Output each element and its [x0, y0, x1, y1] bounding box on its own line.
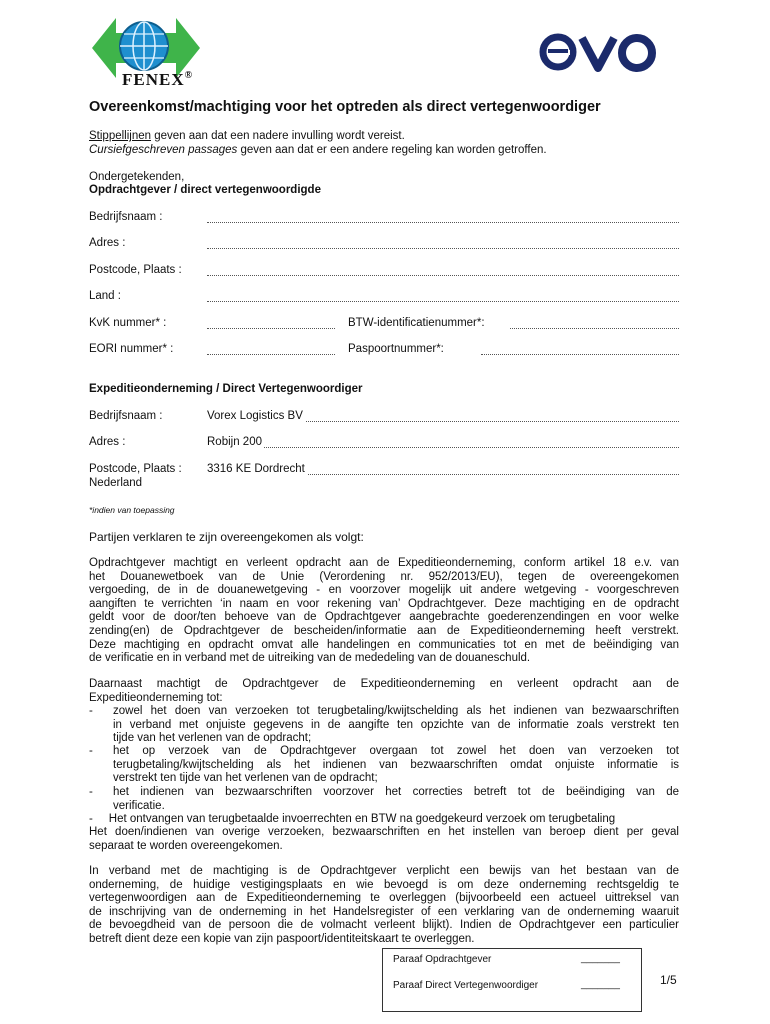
fenex-logo [92, 8, 242, 96]
principal-passport-field[interactable] [481, 354, 679, 355]
paragraph-4-line: de inschrijving van de onderneming in het Handelsregister of een verklaring van de onderneming waaruit [89, 905, 679, 918]
paragraph-3 [89, 826, 679, 853]
legend-underlined-word: Stippellijnen [89, 130, 152, 142]
bullet-line: terugbetaling/kwijtschelding als het indienen van bezwaarschriften omdat onjuiste informatie is [113, 758, 679, 771]
bullet-item-4: - Het ontvangen van terugbetaalde invoerrechten en BTW na goedgekeurd verzoek om terugbetaling [89, 813, 616, 825]
paragraph-3-line: separaat te worden overeengekomen. [89, 839, 283, 852]
paragraph-2-line: Expeditieonderneming tot: [89, 691, 223, 704]
forwarder-address-field[interactable] [207, 447, 679, 448]
principal-btw-label: BTW-identificatienummer*: [348, 317, 485, 329]
bullet-item [113, 705, 679, 746]
fenex-globe-icon [92, 8, 242, 78]
paragraph-3-line: Het doen/indienen van overige verzoeken, bezwaarschriften en het instellen van beroep dient per geval [89, 826, 679, 838]
bullet-line: verificatie. [113, 799, 165, 812]
principal-company-label: Bedrijfsnaam : [89, 211, 163, 223]
forwarder-postcode-label: Postcode, Plaats : [89, 463, 182, 475]
bullet-line: verstrekt ten tijde van het verlenen van de opdracht; [113, 772, 378, 785]
bullet-item [113, 786, 679, 813]
principal-address-label: Adres : [89, 237, 126, 249]
paragraph-1 [89, 557, 679, 666]
intro-text: Ondergetekenden, [89, 171, 185, 183]
principal-btw-field[interactable] [510, 328, 679, 329]
principal-company-field[interactable] [207, 222, 679, 223]
legend-italic-word: Cursiefgeschreven passages [89, 144, 238, 156]
forwarder-country-value: Nederland [89, 477, 143, 489]
forwarder-company-label: Bedrijfsnaam : [89, 410, 163, 422]
principal-postcode-label: Postcode, Plaats : [89, 264, 182, 276]
principal-eori-label: EORI nummer* : [89, 343, 174, 355]
legend-line-2 [89, 144, 547, 158]
fenex-wordmark: FENEX [122, 70, 185, 89]
forwarder-address-value: Robijn 200 [207, 436, 262, 448]
legend-line-2-text: geven aan dat er een andere regeling kan worden getroffen. [237, 144, 547, 156]
evo-logo [538, 30, 663, 80]
bullet-line: het op verzoek van de Opdrachtgever overgaan tot zowel het doen van verzoeken tot [113, 745, 679, 757]
forwarder-heading: Expeditieonderneming / Direct Vertegenwoordiger [89, 383, 363, 395]
initials-box [382, 948, 642, 1012]
paragraph-1-line: vergoeding, de in de douanewetgeving - en voorzover mogelijk uit andere wetgeving - voorgeschreven [89, 584, 679, 597]
initials-rep-label: Paraaf Direct Vertegenwoordiger [393, 980, 539, 991]
agreement-intro: Partijen verklaren te zijn overeengekomen als volgt: [89, 530, 364, 544]
bullet-line: zowel het doen van verzoeken tot terugbetaling/kwijtschelding als het indienen van bezwaarschriften [113, 705, 679, 717]
page-title: Overeenkomst/machtiging voor het optreden als direct vertegenwoordiger [89, 99, 601, 115]
principal-passport-label: Paspoortnummer*: [348, 343, 444, 355]
principal-address-field[interactable] [207, 248, 679, 249]
paragraph-1-line: geldt voor de door/ten behoeve van de Opdrachtgever aangebrachte goederenzendingen en voor welke [89, 611, 679, 624]
evo-logo-icon [538, 30, 663, 74]
bullet-line: het indienen van bezwaarschriften voorzover het correcties betreft tot de beëindiging van de [113, 786, 679, 798]
principal-eori-field[interactable] [207, 354, 335, 355]
footnote: *indien van toepassing [89, 505, 175, 515]
forwarder-address-label: Adres : [89, 436, 126, 448]
principal-kvk-field[interactable] [207, 328, 335, 329]
legend-line-1 [89, 130, 405, 144]
principal-heading: Opdrachtgever / direct vertegenwoordigde [89, 184, 321, 196]
initials-rep-field[interactable]: _______ [581, 979, 620, 990]
registered-mark: ® [184, 70, 194, 81]
bullet-line: tijde van het verlenen van de opdracht; [113, 732, 312, 745]
paragraph-1-line: het Douanewetboek van de Unie (Verordening nr. 952/2013/EU), tegen de overeengekomen [89, 570, 679, 583]
principal-country-label: Land : [89, 290, 121, 302]
forwarder-postcode-value: 3316 KE Dordrecht [207, 463, 305, 475]
principal-kvk-label: KvK nummer* : [89, 317, 167, 329]
principal-postcode-field[interactable] [207, 275, 679, 276]
initials-client-field[interactable]: _______ [581, 953, 620, 964]
page-number: 1/5 [660, 973, 677, 987]
paragraph-4-line: In verband met de machtiging is de Opdrachtgever verplicht een bewijs van het bestaan van de [89, 865, 679, 877]
paragraph-1-line: Opdrachtgever machtigt en verleent opdracht aan de Expeditieonderneming, conform artikel 18 e.v. van [89, 557, 679, 569]
legend-line-1-text: geven aan dat een nadere invulling wordt vereist. [151, 130, 405, 142]
paragraph-4-line: onderneming, de huidige vestigingsplaats en wie bevoegd is om deze onderneming rechtsgeldig te [89, 878, 679, 891]
paragraph-1-line: Deze machtiging en opdracht omvat alle handelingen en communicaties tot en met de beëindiging van [89, 638, 679, 651]
paragraph-2 [89, 678, 679, 705]
paragraph-1-line: aangiften te verrichten ‘in naam en voor rekening van’ Opdrachtgever. Deze machtiging en de opdracht [89, 597, 679, 610]
paragraph-1-line: de verificatie en in verband met de uitreiking van de mededeling van de douaneschuld. [89, 652, 531, 665]
paragraph-4-line: betreft dient deze een kopie van zijn paspoort/identiteitskaart te overleggen. [89, 932, 475, 945]
paragraph-2-line: Daarnaast machtigt de Opdrachtgever de Expeditieonderneming en verleent opdracht aan de [89, 678, 679, 690]
forwarder-company-value: Vorex Logistics BV [207, 410, 303, 422]
principal-country-field[interactable] [207, 301, 679, 302]
paragraph-4-line: de bevoegdheid van de persoon die de volmacht verleent blijkt). Indien de Opdrachtgever een particulier [89, 919, 679, 932]
bullet-dash: - [89, 786, 93, 798]
paragraph-4-line: vertegenwoordigen aan de Expeditieonderneming te overleggen (bijvoorbeeld een actueel uittreksel van [89, 892, 679, 905]
bullet-dash: - [89, 745, 93, 757]
bullet-line: in verband met onjuiste gegevens in de aangifte ten opzichte van de informatie zoals verstrekt ten [113, 718, 679, 731]
paragraph-4 [89, 865, 679, 947]
paragraph-1-line: zending(en) de Opdrachtgever de bescheiden/informatie aan de Expeditieonderneming heeft verstrekt. [89, 624, 679, 637]
bullet-item [113, 745, 679, 786]
bullet-dash: - [89, 705, 93, 717]
initials-client-label: Paraaf Opdrachtgever [393, 954, 492, 965]
